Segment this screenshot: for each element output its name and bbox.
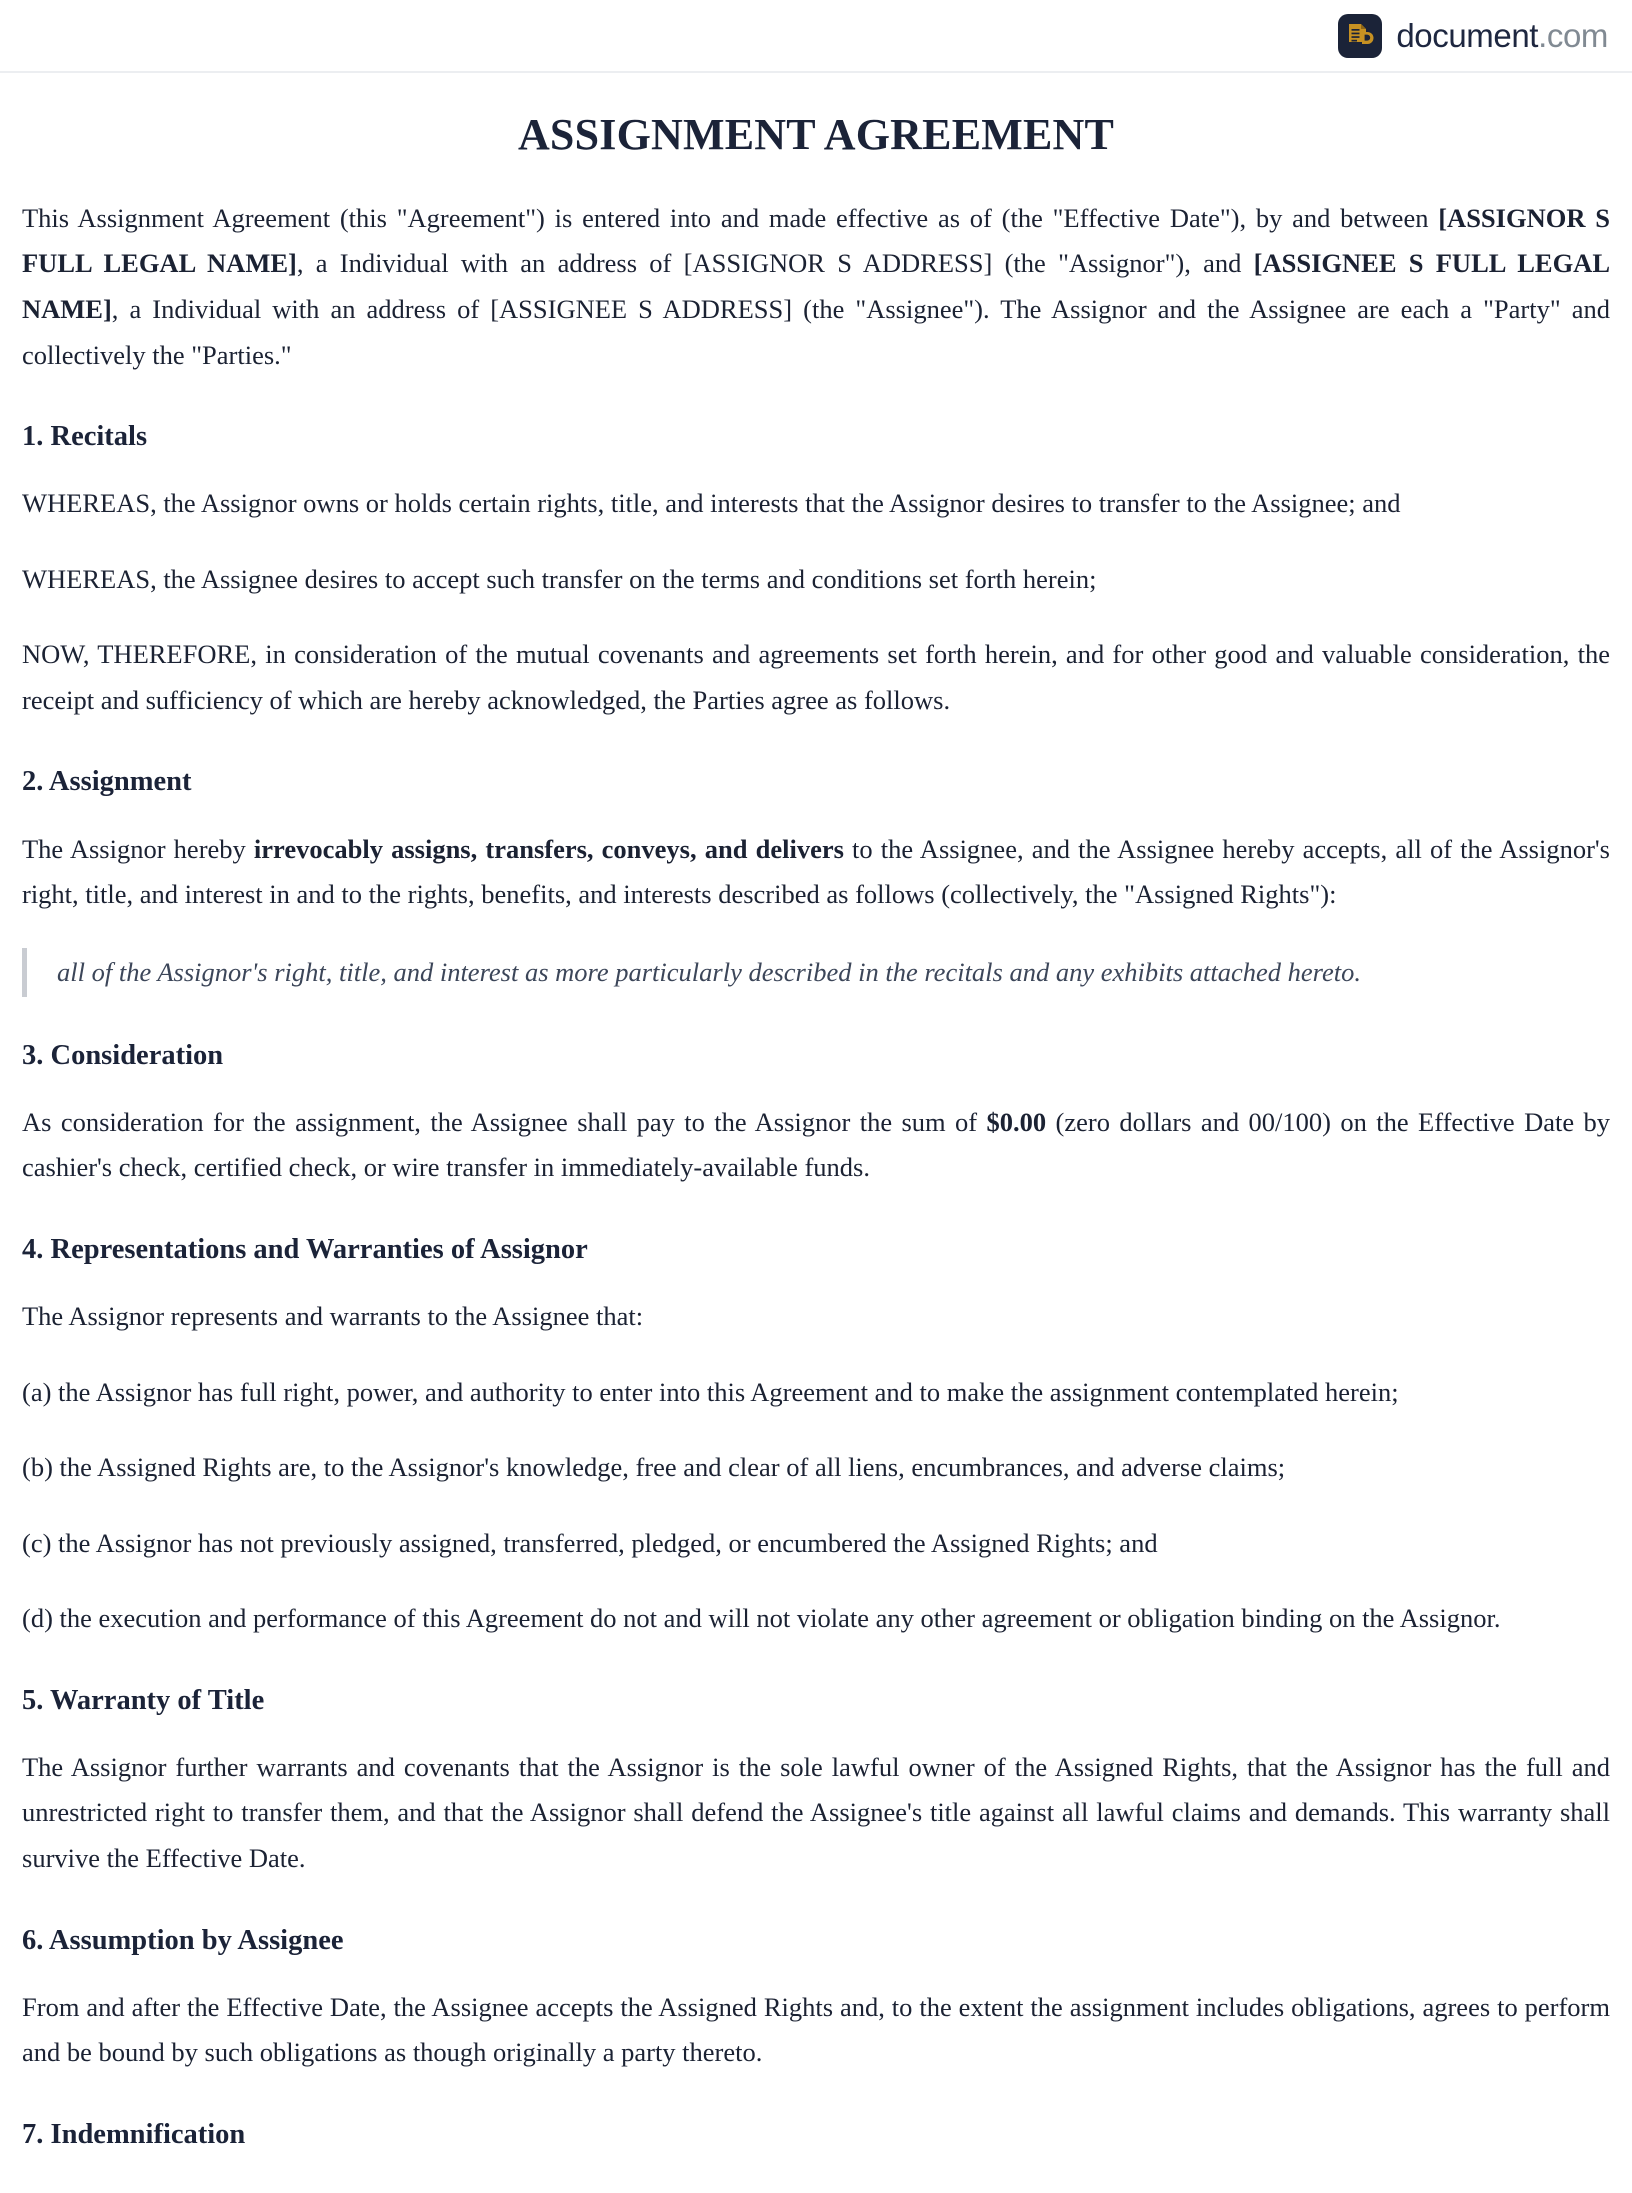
representations-lead: The Assignor represents and warrants to the Assignee that: [22,1300,644,1331]
document-d-logo-icon [1338,14,1382,58]
representations-item-a: (a) the Assignor has full right, power, and authority to enter into this Agreement and to make the assignment contemplated herein; [22,1376,1399,1407]
assigned-rights-blockquote: all of the Assignor's right, title, and interest as more particularly described in the recitals and any exhibits attached hereto. [22,948,1610,997]
consideration-text-b: (zero dollars and 00/100) on the Effective Date by cashier's check, certified check, or wire transfer in immediately-available funds. [22,1106,1610,1183]
document-body [0,109,1632,2193]
section-heading-representations: 4. Representations and Warranties of Assignor [22,1233,588,1265]
assignor-name-placeholder: [ASSIGNOR S FULL LEGAL NAME] [22,202,1610,279]
recitals-paragraph-1: WHEREAS, the Assignor owns or holds certain rights, title, and interests that the Assignor desires to transfer to the Assignee; and [22,488,1401,519]
representations-item-d: (d) the execution and performance of this Agreement do not and will not violate any other agreement or obligation binding on the Assignor. [22,1603,1501,1634]
representations-item-b: (b) the Assigned Rights are, to the Assignor's knowledge, free and clear of all liens, encumbrances, and adverse claims; [22,1452,1286,1483]
section-heading-recitals: 1. Recitals [22,421,148,453]
assignment-text-b: to the Assignee, and the Assignee hereby accepts, all of the Assignor's right, title, and interest in and to the rights, benefits, and interests described as follows (collectively, the "Assigned Rights"): [22,833,1610,910]
representations-item-c: (c) the Assignor has not previously assigned, transferred, pledged, or encumbered the Assigned Rights; and [22,1527,1158,1558]
assignment-paragraph-1 [22,827,1610,918]
brand-wordmark [1396,19,1608,52]
assignment-text-a: The Assignor hereby [22,833,254,864]
assumption-paragraph-1: From and after the Effective Date, the Assignee accepts the Assigned Rights and, to the extent the assignment includes obligations, agrees to perform and be bound by such obligations as though originally a party thereto. [22,1991,1610,2068]
intro-paragraph [22,196,1610,378]
consideration-paragraph-1 [22,1100,1610,1191]
recitals-paragraph-3: NOW, THEREFORE, in consideration of the mutual covenants and agreements set forth herein, and for other good and valuable consideration, the receipt and sufficiency of which are hereby acknowledged, the Parties agree as follows. [22,639,1610,715]
document-title: ASSIGNMENT AGREEMENT [517,110,1115,159]
section-heading-consideration: 3. Consideration [22,1039,224,1071]
intro-part-1: This Assignment Agreement (this "Agreement") is entered into and made effective as of (the "Effective Date"), by and between [22,202,1439,233]
brand-name-text: document [1396,17,1539,54]
section-heading-warranty-of-title: 5. Warranty of Title [22,1684,265,1716]
intro-part-2: , a Individual with an address of [ASSIGNOR S ADDRESS] (the "Assignor"), and [296,248,1254,279]
warranty-of-title-paragraph-1: The Assignor further warrants and covenants that the Assignor is the sole lawful owner of the Assigned Rights, that the Assignor has the full and unrestricted right to transfer them, and that the Assignor shall defend the Assignee's title against all lawful claims and demands. This warranty shall survive the Effective Date. [22,1751,1610,1874]
recitals-paragraph-2: WHEREAS, the Assignee desires to accept such transfer on the terms and conditions set forth herein; [22,563,1097,594]
section-heading-assumption: 6. Assumption by Assignee [22,1924,344,1956]
brand-tld-text: .com [1538,17,1608,54]
intro-part-3: , a Individual with an address of [ASSIGNEE S ADDRESS] (the "Assignee"). The Assignor and the Assignee are each a "Party" and collectively the "Parties." [22,293,1610,370]
assignment-bold-phrase: irrevocably assigns, transfers, conveys, and delivers [253,833,844,864]
site-header [0,0,1632,73]
consideration-amount: $0.00 [986,1106,1047,1137]
consideration-text-a: As consideration for the assignment, the Assignee shall pay to the Assignor the sum of [22,1106,987,1137]
brand-logo[interactable] [1338,14,1608,58]
section-heading-assignment: 2. Assignment [22,766,192,798]
section-heading-indemnification: 7. Indemnification [22,2118,246,2150]
assignee-name-placeholder: [ASSIGNEE S FULL LEGAL NAME] [22,248,1610,324]
